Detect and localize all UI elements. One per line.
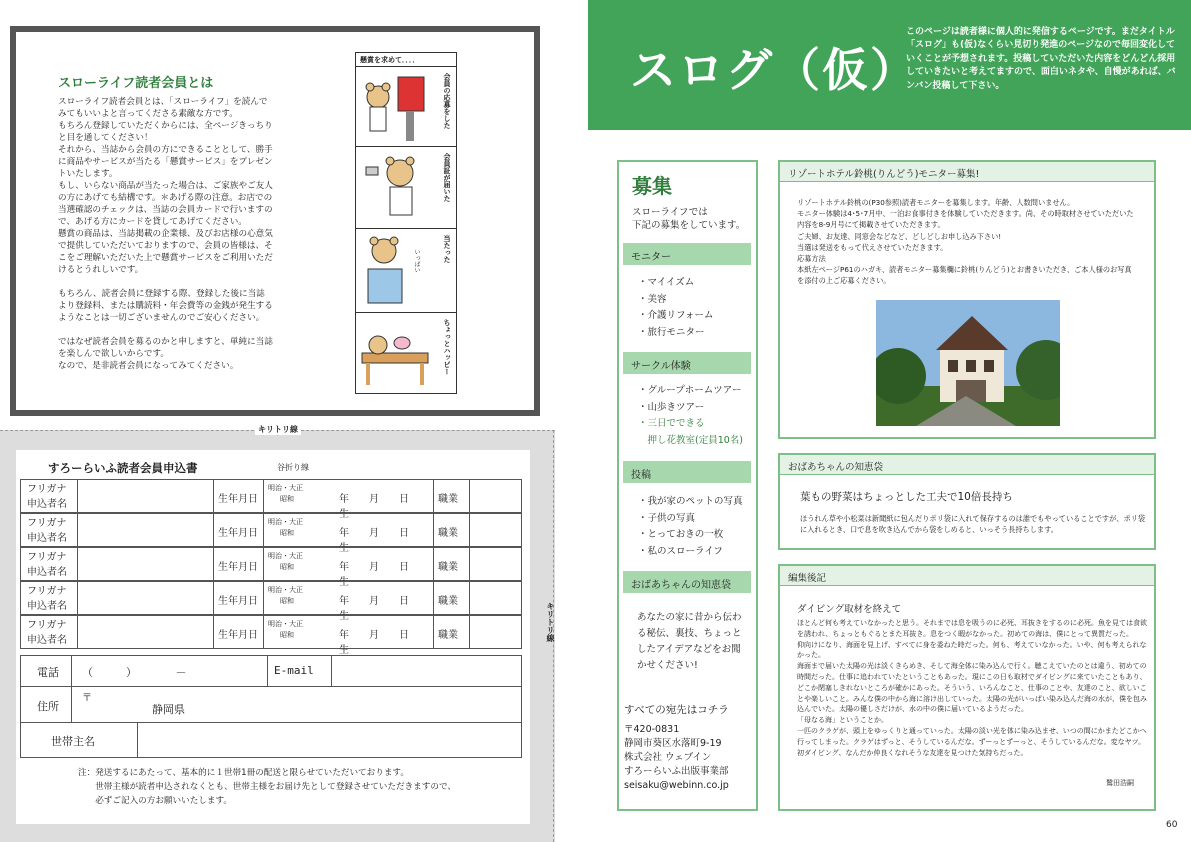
job-label: 職業 bbox=[433, 514, 469, 546]
monitor-list bbox=[638, 275, 714, 341]
address-line: 〒420-0831 bbox=[624, 724, 680, 735]
postal-mark: 〒 bbox=[82, 693, 92, 704]
comic-header: 懸賞を求めて．．．． bbox=[356, 53, 456, 67]
section-head-post: 投稿 bbox=[623, 461, 751, 483]
circle-list bbox=[638, 383, 743, 449]
job-field[interactable] bbox=[469, 514, 523, 546]
job-field[interactable] bbox=[469, 480, 523, 512]
comic-caption-4: ちょっとハッピー bbox=[443, 319, 451, 375]
name-field[interactable] bbox=[77, 514, 213, 546]
address-line: 株式会社 ウェブイン bbox=[624, 752, 712, 763]
page-description: このページは読者様に個人的に発信するページです。まだタイトル「スログ」も(仮)なくらい見切り発進のページなので毎回変化していくことが予想されます。投稿していただいた内容をどんどん採用していきたいと考えてますので、面白いネタや、自慢があれば、バンバン投稿して下さい。 bbox=[906, 27, 1176, 91]
comic-panel-2 bbox=[356, 147, 456, 229]
name-labels: フリガナ 申込者名 bbox=[27, 620, 67, 646]
list-item: ・我が家のペットの写真 bbox=[638, 496, 743, 507]
name-labels: フリガナ 申込者名 bbox=[27, 484, 67, 510]
comic-caption-3: 当たった bbox=[443, 235, 451, 263]
phone-field[interactable]: （ ） － bbox=[71, 656, 267, 686]
list-item: ・私のスローライフ bbox=[638, 545, 723, 557]
applicant-row bbox=[20, 547, 522, 588]
address-block bbox=[624, 703, 754, 793]
wisdom-head: おばあちゃんの知恵袋 bbox=[780, 455, 1154, 475]
section-head-circle: サークル体験 bbox=[623, 352, 751, 374]
comic-ballot-text: いっぱい bbox=[413, 249, 420, 273]
era-labels[interactable]: 明治・大正 昭和 bbox=[263, 616, 319, 648]
household-head-row bbox=[21, 723, 521, 757]
list-item: ・とっておきの一枚 bbox=[638, 529, 724, 541]
name-labels: フリガナ 申込者名 bbox=[27, 552, 67, 578]
list-item: ・グループホームツアー bbox=[638, 385, 742, 396]
bear-mailbox-illustration bbox=[356, 67, 436, 145]
era-labels[interactable]: 明治・大正 昭和 bbox=[263, 548, 319, 580]
address-label: 住所 bbox=[37, 700, 59, 713]
bear-reading-illustration bbox=[356, 229, 436, 311]
birth-date-fields[interactable]: 年 月 日生 bbox=[339, 630, 409, 656]
editor-text: ほとんど何も考えていなかったと思う。それまでは息を吸うのに必死、耳抜きをするのに必死。魚を見ては食欲を誘われ、ちょっともぐるとまた耳抜き。息をつく暇がなかった。初めての海は、僕にとって異質だった。 仰向けになり、海面を見上げ、すべてに身を委ねた時だった。何も、考えていなかった。いや、何も考えられなかった。 海面まで届いた太陽の光は淡くきらめき、そして海全体に染み込んで行く。聴こえていたのとは違う、初めての時間だった。仕事に追われていたということもあった。現にこの日も取材でダイビングに来ていたこともあり、どこか閉塞しきれないところが確かにあった。そういう、いろんなこと、仕事のことや、友達のこと、欲しいことや楽しいこと。みんな僕の中から海に溶け出していった。太陽の光がいっぱい染み込んだ海の水が、僕を包み込んでいた。太陽の優しさだけが、水の中の僕に届いているようだった。 「母なる海」ということか。 一匹のクラゲが、頭上をゆっくりと通っていった。太陽の淡い光を体に染み込ませ、いつの間にかまたどこかへ行ってしまった。クラゲはずっと、そうしているんだな。ずーっとずーっと、そうしているんだな。変なヤツ。 初ダイビング、なんだか仲良くなれそうな友達を見つけた気持ちだった。 bbox=[797, 619, 1147, 757]
list-item: ・旅行モニター bbox=[638, 326, 705, 338]
birth-label: 生年月日 bbox=[213, 616, 263, 648]
comic-panel-4 bbox=[356, 313, 456, 393]
name-field[interactable] bbox=[77, 480, 213, 512]
comic-panel-3 bbox=[356, 229, 456, 313]
household-head-label: 世帯主名 bbox=[51, 735, 95, 748]
email-link[interactable]: seisaku@webinn.co.jp bbox=[624, 780, 729, 791]
list-item: ・美容 bbox=[638, 293, 667, 305]
hotel-photo bbox=[876, 300, 1060, 426]
birth-label: 生年月日 bbox=[213, 514, 263, 546]
email-label: E-mail bbox=[267, 656, 331, 686]
birth-label: 生年月日 bbox=[213, 548, 263, 580]
era-labels[interactable]: 明治・大正 昭和 bbox=[263, 582, 319, 614]
job-label: 職業 bbox=[433, 616, 469, 648]
list-item: ・介護リフォーム bbox=[638, 310, 714, 322]
cut-label-top: キリトリ線 bbox=[255, 424, 301, 435]
birth-date-fields[interactable]: 年 月 日生 bbox=[339, 562, 409, 588]
page-number: 60 bbox=[1166, 820, 1178, 830]
address-row bbox=[21, 687, 521, 723]
section-head-monitor: モニター bbox=[623, 243, 751, 265]
job-label: 職業 bbox=[433, 582, 469, 614]
editor-signature: 鷲田浩嗣 bbox=[1106, 779, 1134, 787]
name-field[interactable] bbox=[77, 582, 213, 614]
comic-strip bbox=[355, 52, 457, 394]
page-title: スログ（仮） bbox=[630, 43, 918, 97]
form-note: 注：発送するにあたって、基本的に１世帯1冊の配送と限らせていただいております。 世帯主様が読者申込されなくとも、世帯主様をお届け先として登録させていただきますので、 必ずご記入の方お願いいたします。 bbox=[78, 768, 456, 806]
name-field[interactable] bbox=[77, 548, 213, 580]
comic-panel-1 bbox=[356, 67, 456, 147]
recruit-subtitle: スローライフでは 下記の募集をしています。 bbox=[632, 207, 746, 231]
address-line: 静岡市葵区水落町9-19 bbox=[624, 738, 722, 749]
job-field[interactable] bbox=[469, 616, 523, 648]
phone-label: 電話 bbox=[37, 666, 59, 679]
intro-title: スローライフ読者会員とは bbox=[58, 76, 214, 91]
era-labels[interactable]: 明治・大正 昭和 bbox=[263, 514, 319, 546]
list-item: ・山歩きツアー bbox=[638, 401, 705, 413]
fold-line-label: 谷折り線 bbox=[277, 463, 309, 472]
intro-body: スローライフ読者会員とは、「スローライフ」を読んでみてもいいよと言ってくださる素敵な方です。 もちろん登録していただくからには、全ページきっちりと目を通してください！ それから、当誌から会員の方にできることとして、勝手に商品やサービスが当たる「懸賞サービス」をプレゼントいたします。 もし、いらない商品が当たった場合は、ご家族やご友人の方にあげても結構です。＊あげる際の注意。お店での当選確認のチェックは、当誌の会員カードで行いますので、あげる方にカードを貸してあげてください。 懸賞の商品は、当誌掲載の企業様、及びお店様の心意気で提供していただいておりますので、会員の皆様は、そこをご理解いただいた上で懸賞サービスをご利用いただけるとうれしいです。 もちろん、読者会員に登録する際、登録した後に当誌より登録料、または購読料・年会費等の金銭が発生するようなことは一切ございませんのでご安心ください。 ではなぜ読者会員を募るのかと申しますと、単純に当誌を楽しんで欲しいからです。 なので、是非読者会員になってみてください。 bbox=[58, 97, 273, 371]
job-label: 職業 bbox=[433, 548, 469, 580]
resort-head: リゾートホテル鈴桃(りんどう)モニター募集! bbox=[780, 162, 1154, 182]
address-field[interactable] bbox=[71, 687, 521, 722]
recruit-title: 募集 bbox=[632, 174, 672, 198]
contact-grid bbox=[20, 655, 522, 758]
birth-date-fields[interactable]: 年 月 日生 bbox=[339, 494, 409, 520]
bear-relaxing-illustration bbox=[356, 313, 436, 391]
editor-title: ダイビング取材を終えて bbox=[797, 604, 902, 615]
resort-text: リゾートホテル鈴桃の(P30参照)読者モニターを募集します。年齢、人数問いません。 モニター体験は4･5･7月中、一泊お食事付きを体験していただきます。尚、その時取材させていただいた 内容を8-9月号にて掲載させていただきます。 ご夫婦、お友達、同窓会などなど、どしどしお申し込み下さい! 当選は発送をもって代えさせていただきます。 応募方法 本紙左ページP61のハガキ、読者モニター募集欄に鈴桃(りんどう)とお書きいただき、ご本人様のお写真 を添付の上ご応募ください。 bbox=[797, 198, 1134, 286]
prefecture-text: 静岡県 bbox=[152, 703, 185, 716]
name-labels: フリガナ 申込者名 bbox=[27, 586, 67, 612]
address-title: すべての宛先はコチラ bbox=[624, 704, 729, 716]
applicant-row bbox=[20, 513, 522, 554]
name-labels: フリガナ 申込者名 bbox=[27, 518, 67, 544]
comic-caption-2: 会員証が届いた bbox=[443, 153, 451, 202]
list-item: ・マイイズム bbox=[638, 277, 695, 288]
section-head-wisdom: おばあちゃんの知恵袋 bbox=[623, 571, 751, 593]
birth-label: 生年月日 bbox=[213, 582, 263, 614]
wisdom-invite: あなたの家に昔から伝わる秘伝、裏技、ちょっとしたアイデアなどをお聞かせください! bbox=[637, 612, 742, 671]
cut-label-side: キリトリ線 bbox=[546, 602, 555, 642]
applicant-row bbox=[20, 615, 522, 656]
list-item: 押し花教室(定員10名) bbox=[638, 434, 744, 446]
applicant-row bbox=[20, 479, 522, 520]
job-field[interactable] bbox=[469, 582, 523, 614]
household-head-field[interactable] bbox=[137, 723, 521, 757]
birth-label: 生年月日 bbox=[213, 480, 263, 512]
job-label: 職業 bbox=[433, 480, 469, 512]
bear-card-illustration bbox=[356, 147, 436, 227]
birth-date-fields[interactable]: 年 月 日生 bbox=[339, 528, 409, 554]
form-title: すろーらいふ読者会員申込書 bbox=[48, 461, 198, 475]
list-item: ・三日でできる bbox=[638, 418, 705, 430]
birth-date-fields[interactable]: 年 月 日生 bbox=[339, 596, 409, 622]
email-field[interactable] bbox=[331, 656, 521, 686]
phone-row bbox=[21, 656, 521, 687]
list-item: ・子供の写真 bbox=[638, 512, 696, 524]
post-list bbox=[638, 494, 743, 560]
name-field[interactable] bbox=[77, 616, 213, 648]
address-line: すろーらいふ出版事業部 bbox=[624, 766, 729, 777]
era-labels[interactable]: 明治・大正 昭和 bbox=[263, 480, 319, 512]
applicant-row bbox=[20, 581, 522, 622]
job-field[interactable] bbox=[469, 548, 523, 580]
editor-head: 編集後記 bbox=[780, 566, 1154, 586]
comic-caption-1: 会員の応募をした bbox=[443, 73, 451, 129]
wisdom-text: ほうれん草や小松菜は新聞紙に包んだりポリ袋に入れて保存するのは誰でもやっていることですが、ポリ袋に入れるとき、口で息を吹き込んでから袋をしめると、いっそう長持ちします。 bbox=[800, 514, 1146, 535]
wisdom-title: 葉もの野菜はちょっとした工夫で10倍長持ち bbox=[800, 491, 1013, 503]
